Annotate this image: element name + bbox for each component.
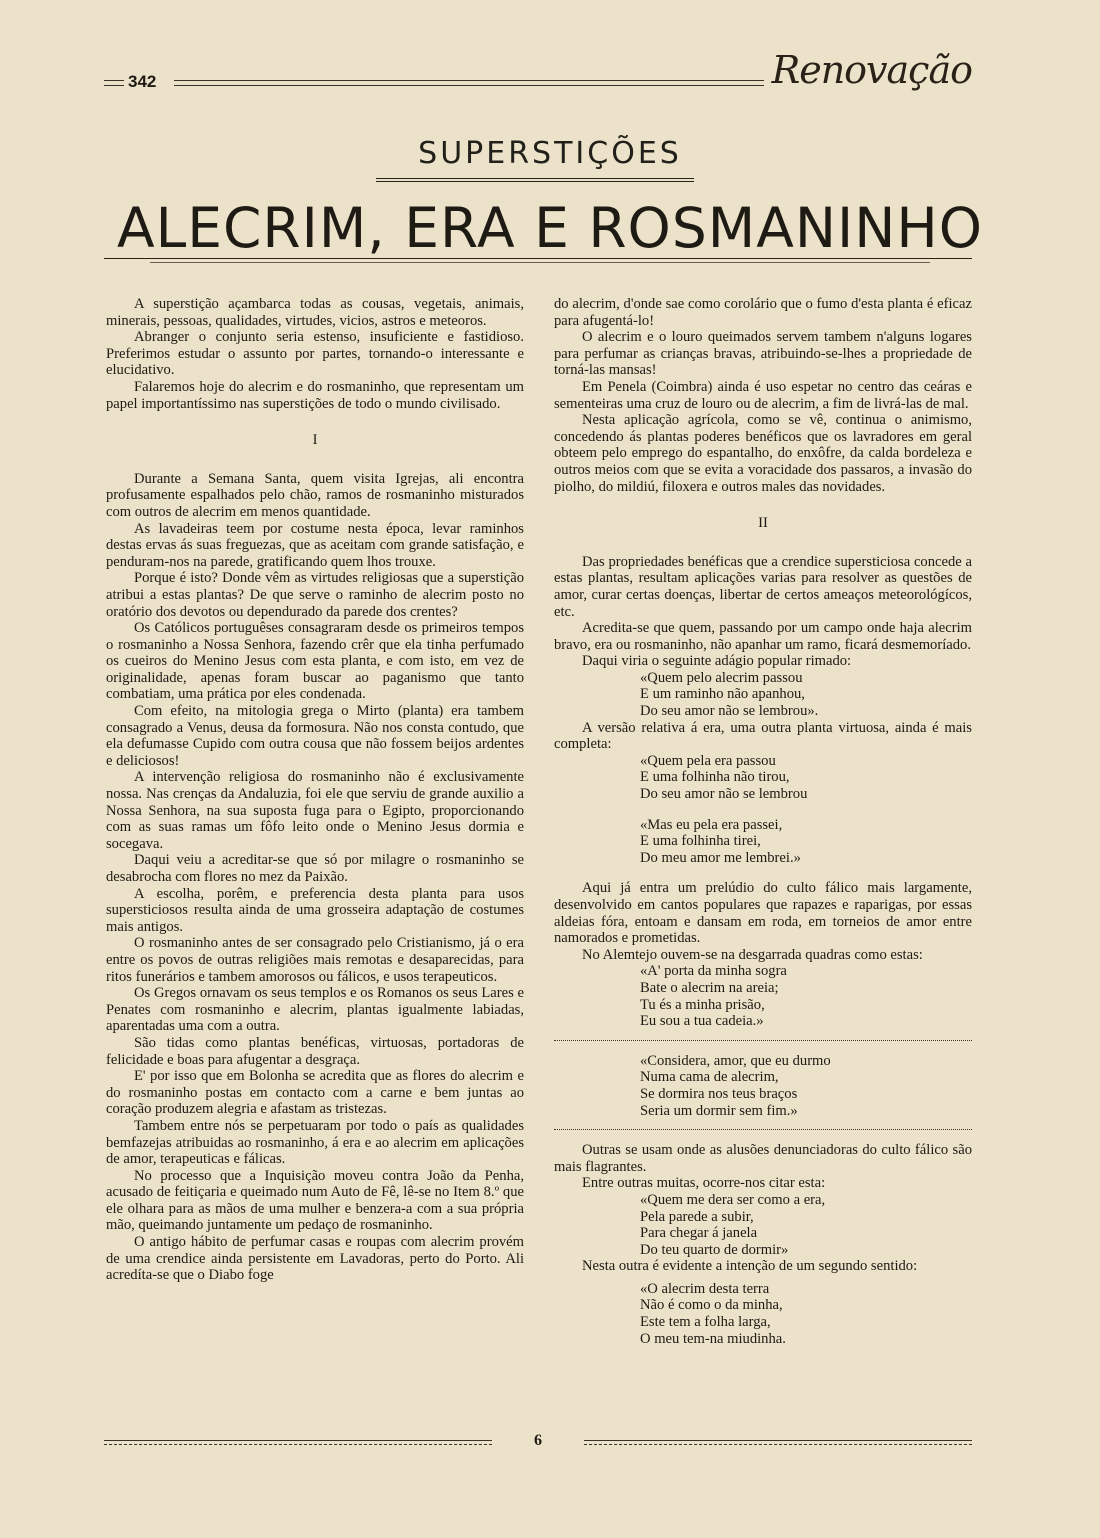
magazine-logo: Renovação: [771, 48, 972, 92]
verse-line: E um raminho não apanhou,: [640, 686, 805, 703]
dotted-separator: [554, 1040, 972, 1041]
paragraph: Durante a Semana Santa, quem visita Igrejas, ali encontra profusamente espalhados pelo chão, ramos de rosmaninho misturados com outros de alecrim em menos quantidade.: [106, 470, 524, 520]
paragraph: Nesta aplicação agrícola, como se vê, continua o animismo, concedendo ás plantas poderes benéficos que os lavradores em geral obteem pelo emprego do espantalho, do enxôfre, da calda bordeleza e outros meios com que se evita a voracidade dos passaros, a invasão do piolho, do mildiú, filoxera e outros males das novidades.: [554, 412, 972, 495]
verse: [640, 753, 972, 803]
page-number: 342: [128, 72, 157, 91]
verse-line: Para chegar á janela: [640, 1225, 758, 1242]
header-rule: [174, 85, 764, 86]
section-heading: SUPERSTIÇÕES: [418, 136, 682, 171]
paragraph: Abranger o conjunto seria estenso, insuficiente e fastidioso. Preferimos estudar o assunto por partes, tornando-o interessante e elucidativo.: [106, 329, 524, 379]
paragraph: Daqui veiu a acreditar-se que só por milagre o rosmaninho se desabrocha com flores no mez da Paixão.: [106, 852, 524, 885]
verse-line: Este tem a folha larga,: [640, 1314, 771, 1331]
paragraph: No processo que a Inquisição moveu contra João da Penha, acusado de feitiçaria e queimado num Auto de Fê, lê-se no Item 8.º que ele olhara para as mãos de uma mulher e benzera-a com a sua própria mão, queimando juntamente um pedaço de rosmaninho.: [106, 1167, 524, 1234]
paragraph: Em Penela (Coimbra) ainda é uso espetar no centro das ceáras e sementeiras uma cruz de louro ou de alecrim, a fim de livrá-las de mal.: [554, 378, 972, 412]
paragraph: Aqui já entra um prelúdio do culto fálico mais largamente, desenvolvido em cantos populares que rapazes e raparigas, por essas aldeias fóra, entoam e dansam em roda, em torneios de amor entre namorados e prometidas.: [554, 880, 972, 947]
right-column: [554, 296, 972, 1347]
dotted-separator: [554, 1129, 972, 1130]
verse: [640, 1053, 972, 1119]
footer-page-number: 6: [534, 1432, 542, 1449]
verse-line: Do seu amor não se lembrou».: [640, 703, 819, 720]
paragraph: Outras se usam onde as alusões denunciadoras do culto fálico são mais flagrantes.: [554, 1142, 972, 1175]
verse-line: «Quem pela era passou: [640, 752, 776, 769]
verse-line: «A' porta da minha sogra: [640, 963, 787, 980]
paragraph: A escolha, porêm, e preferencia desta planta para usos supersticiosos resulta ainda de uma grosseira adaptação de costumes mais antigos.: [106, 885, 524, 935]
verse-line: Do seu amor não se lembrou: [640, 786, 808, 803]
verse-line: «Quem pelo alecrim passou: [640, 669, 803, 686]
header-rule: [104, 85, 124, 86]
chapter-numeral: II: [758, 515, 768, 532]
verse-line: Eu sou a tua cadeia.»: [640, 1013, 764, 1030]
verse-line: E uma folhinha não tirou,: [640, 769, 790, 786]
verse: [640, 963, 972, 1029]
paragraph: Com efeito, na mitologia grega o Mirto (planta) era tambem consagrado a Venus, deusa da formosura. Não nos consta contudo, que ela defumasse Cupido com outra cousa que não fossem beijos ardentes e deliciosos!: [106, 703, 524, 769]
title-rule: [150, 262, 930, 263]
verse-line: O meu tem-na miudinha.: [640, 1330, 786, 1347]
paragraph: Tambem entre nós se perpetuaram por todo o país as qualidades bemfazejas atribuidas ao rosmaninho, á era e ao alecrim em aplicações de amor, terapeuticas e fálicas.: [106, 1117, 524, 1168]
left-column: [106, 296, 524, 1284]
paragraph: Acredita-se que quem, passando por um campo onde haja alecrim bravo, era ou rosmaninho, não apanhar um ramo, ficará desmemoríado.: [554, 620, 972, 653]
title-rule: [104, 258, 972, 259]
verse-line: «Quem me dera ser como a era,: [640, 1191, 826, 1208]
paragraph: São tidas como plantas benéficas, virtuosas, portadoras de felicidade e boas para afugentar a desgraça.: [106, 1034, 524, 1068]
paragraph: Entre outras muitas, ocorre-nos citar esta:: [582, 1175, 826, 1192]
verse: [640, 817, 972, 867]
verse-line: Do meu amor me lembrei.»: [640, 849, 801, 866]
paragraph: O alecrim e o louro queimados servem tambem n'alguns logares para perfumar as crianças bravas, atribuindo-se-lhes a propriedade de torná-las mansas!: [554, 329, 972, 379]
verse-line: Do teu quarto de dormir»: [640, 1241, 789, 1258]
verse-line: Se dormira nos teus braços: [640, 1085, 798, 1102]
verse-line: Pela parede a subir,: [640, 1208, 754, 1225]
paragraph: O rosmaninho antes de ser consagrado pelo Cristianismo, já o era entre os povos de outras religiões mais remotas e desaparecidas, para ritos funerários e tambem amorosos ou fálicos, e usos terapeuticos.: [106, 935, 524, 985]
paragraph: Nesta outra é evidente a intenção de um segundo sentido:: [582, 1258, 918, 1275]
verse: [640, 1281, 972, 1347]
paragraph: Daqui viria o seguinte adágio popular rimado:: [582, 653, 852, 670]
paragraph: Os Católicos portuguêses consagraram desde os primeiros tempos o rosmaninho a Nossa Senhora, fazendo crêr que ela tinha perfumado os cueiros do Menino Jesus com esta planta, e com isto, em vez de originalidade, apenas foram buscar ao paganismo que tanto combatiam, uma prática por eles condenada.: [106, 620, 524, 703]
verse-line: E uma folhinha tirei,: [640, 833, 761, 850]
paragraph: Das propriedades benéficas que a crendice supersticiosa concede a estas plantas, resultam aplicações varias para resolver as questões de amor, curar certas doenças, libertar de certos ameaços meteorológícos, etc.: [554, 553, 972, 620]
header-rule: [104, 80, 124, 81]
verse: [640, 1192, 972, 1258]
verse-line: «Mas eu pela era passei,: [640, 816, 783, 833]
section-rule: [376, 178, 694, 182]
page-footer: [104, 1434, 972, 1454]
verse-line: «O alecrim desta terra: [640, 1280, 770, 1297]
paragraph: A versão relativa á era, uma outra planta virtuosa, ainda é mais completa:: [554, 719, 972, 753]
paragraph: As lavadeiras teem por costume nesta época, levar raminhos destas ervas ás suas freguezas, que as aceitam com grande satisfação, e penduram-nos na parede, gratificando quem lhos trouxe.: [106, 520, 524, 570]
paragraph: A intervenção religiosa do rosmaninho não é exclusivamente nossa. Nas crenças da Andaluzia, foi ele que serviu de grande auxilio a Nossa Senhora, na sua suposta fuga para o Egipto, proporcionando com as suas ramas um fôfo leito onde o Menino Jesus dormia e socegava.: [106, 769, 524, 852]
paragraph: A superstição açambarca todas as cousas, vegetais, animais, minerais, pessoas, qualidades, virtudes, vicios, astros e meteoros.: [106, 296, 524, 329]
paragraph: Os Gregos ornavam os seus templos e os Romanos os seus Lares e Penates com rosmaninho e alecrim, plantas igualmente labiadas, aparentadas uma com a outra.: [106, 985, 524, 1035]
paragraph: Porque é isto? Donde vêm as virtudes religiosas que a superstição atribui a estas plantas? De que serve o raminho de alecrim posto no oratório dos devotos ou dependurado da parede dos crentes?: [106, 570, 524, 620]
paragraph: O antigo hábito de perfumar casas e roupas com alecrim provém de uma crendice ainda persistente em Lavadoras, perto do Porto. Ali acredíta-se que o Diabo foge: [106, 1234, 524, 1284]
verse-line: Bate o alecrim na areia;: [640, 979, 779, 996]
page-header: [104, 48, 972, 100]
paragraph: do alecrim, d'onde sae como corolário que o fumo d'esta planta é eficaz para afugentá-lo!: [554, 296, 972, 329]
verse-line: Não é como o da minha,: [640, 1297, 783, 1314]
verse-line: «Considera, amor, que eu durmo: [640, 1052, 831, 1069]
paragraph: E' por isso que em Bolonha se acredita que as flores do alecrim e do rosmaninho postas em contacto com a carne e bem juntas ao coração produzem alegria e afastam as tristezas.: [106, 1068, 524, 1118]
verse-line: Tu és a minha prisão,: [640, 996, 765, 1013]
chapter-numeral: I: [312, 432, 318, 449]
header-rule: [174, 80, 764, 81]
article-title: ALECRIM, ERA E ROSMANINHO: [116, 196, 983, 260]
verse: [640, 670, 972, 720]
verse-line: Numa cama de alecrim,: [640, 1069, 779, 1086]
paragraph: No Alemtejo ouvem-se na desgarrada quadras como estas:: [582, 946, 923, 963]
verse-line: Seria um dormir sem fim.»: [640, 1102, 798, 1119]
paragraph: Falaremos hoje do alecrim e do rosmaninho, que representam um papel importantíssimo nas superstições de todo o mundo civilisado.: [106, 378, 524, 412]
